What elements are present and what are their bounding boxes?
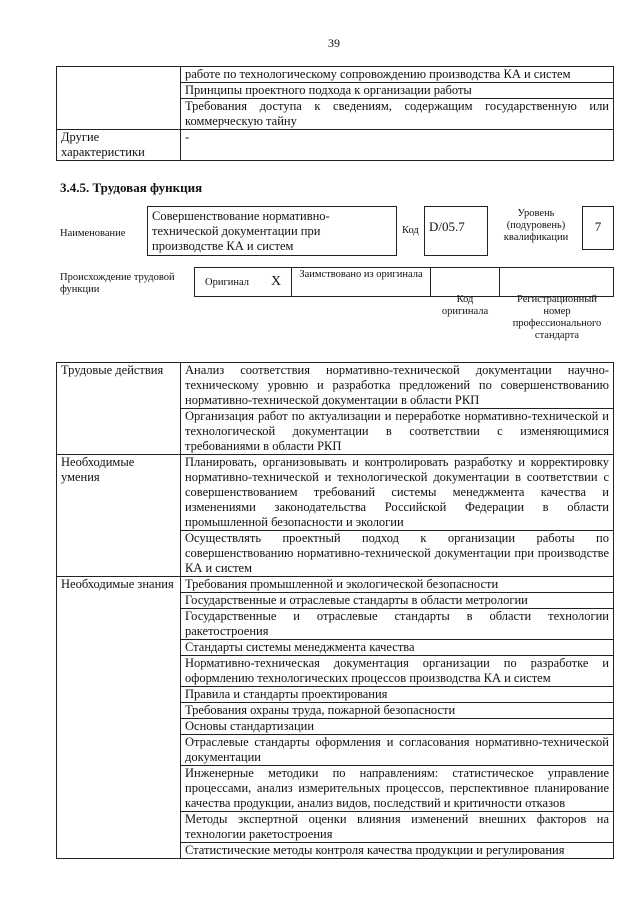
section-heading: 3.4.5. Трудовая функция [60, 180, 203, 195]
table-cell: Правила и стандарты проектирования [181, 687, 614, 703]
group-label-znaniya: Необходимые знания [57, 577, 181, 859]
reg-number-cell [499, 267, 614, 297]
main-table [56, 362, 614, 859]
table-cell: Осуществлять проектный подход к организации работы по совершенствованию нормативно-технической документации при производстве КА и систем [181, 531, 614, 577]
original-label: Оригинал [205, 277, 249, 288]
level-label: Уровень (подуровень) квалификации [503, 208, 569, 243]
page-number: 39 [328, 36, 340, 50]
table-cell: Статистические методы контроля качества продукции и регулирования [181, 843, 614, 859]
table-cell: Отраслевые стандарты оформления и согласования нормативно-технической документации [181, 735, 614, 766]
level-value: 7 [594, 219, 602, 234]
table-cell: Нормативно-техническая документация организации по разработке и оформлению технологических процессов производства КА и систем [181, 656, 614, 687]
reg-number-label: Регистрационный номер профессионального стандарта [512, 294, 602, 341]
original-mark: X [271, 274, 282, 289]
table-row [57, 577, 614, 593]
table-cell: Анализ соответствия нормативно-технической документации научно-техническому уровню и разработка предложений по совершенствованию нормативно-технической документации в области РКП [181, 363, 614, 409]
kod-originala-cell [430, 267, 500, 297]
table-cell: Стандарты системы менеджмента качества [181, 640, 614, 656]
borrowed-label: Заимствовано из оригинала [299, 269, 423, 280]
table-cell: Государственные и отраслевые стандарты в области метрологии [181, 593, 614, 609]
table-cell: работе по технологическому сопровождению производства КА и систем [181, 67, 614, 83]
kod-box [424, 206, 488, 256]
group-label-umeniya: Необходимые умения [57, 455, 181, 577]
original-cell [194, 267, 292, 297]
function-name-box [147, 206, 397, 256]
naimenovanie-label: Наименование [60, 228, 126, 239]
origin-label: Происхождение трудовой функции [60, 272, 175, 295]
kod-label: Код [402, 225, 419, 236]
table-cell: Организация работ по актуализации и переработке нормативно-технической и технологической документации в соответствии с изменяющимися требованиями в области РКП [181, 409, 614, 455]
table-cell: Методы экспертной оценки влияния изменений внешних факторов на технологии ракетостроения [181, 812, 614, 843]
table-cell: Основы стандартизации [181, 719, 614, 735]
table-cell: Другие характеристики [57, 130, 181, 161]
borrowed-cell [291, 267, 431, 297]
group-label-trudovye-deystviya: Трудовые действия [57, 363, 181, 455]
table-row [57, 67, 614, 83]
table-cell: Инженерные методики по направлениям: статистическое управление процессами, анализ измерительных процессов, перспективное планирование качества продукции, анализ видов, последствий и критичности отказов [181, 766, 614, 812]
top-table [56, 66, 614, 161]
table-cell: Государственные и отраслевые стандарты в области технологии ракетостроения [181, 609, 614, 640]
table-cell [57, 67, 181, 130]
table-cell: Принципы проектного подхода к организации работы [181, 83, 614, 99]
table-cell: Требования доступа к сведениям, содержащим государственную или коммерческую тайну [181, 99, 614, 130]
kod-originala-label: Код оригинала [441, 294, 489, 317]
table-row [57, 363, 614, 409]
table-row [57, 455, 614, 531]
table-cell: Требования промышленной и экологической безопасности [181, 577, 614, 593]
level-box [582, 206, 614, 250]
table-row [57, 130, 614, 161]
kod-value: D/05.7 [429, 219, 465, 234]
table-cell: Планировать, организовывать и контролировать разработку и корректировку нормативно-технической и технологической документации в соответствии с совершенствованием требований системы менеджмента качества и изменениями законодательства Российской Федерации в области промышленной безопасности и экологии [181, 455, 614, 531]
table-cell: Требования охраны труда, пожарной безопасности [181, 703, 614, 719]
function-name: Совершенствование нормативно-технической документации при производстве КА и систем [152, 209, 330, 253]
table-cell: - [181, 130, 614, 161]
